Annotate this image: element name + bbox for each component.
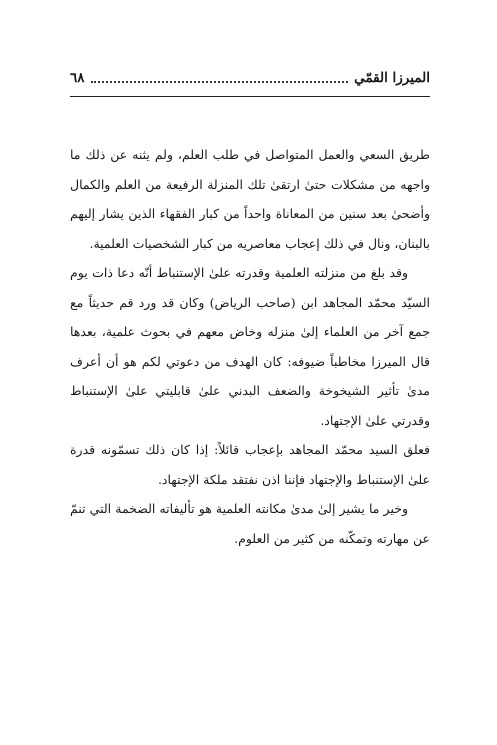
- header-leader-dots: [91, 81, 349, 83]
- header-rule: [70, 96, 430, 97]
- body-text: [70, 140, 430, 553]
- running-header: [70, 64, 430, 88]
- paragraph: وخير ما يشير إلىٰ مدىٰ مكانته العلمية هو تأليفاته الضخمة التي تنمّ عن مهارته وتمكّنه من كثير من العلوم.: [70, 501, 430, 546]
- paragraph: طريق السعي والعمل المتواصل في طلب العلم، ولم يثنه عن ذلك ما واجهه من مشكلات حتىٰ ارتقىٰ تلك المنزلة الرفيعة من العلم والكمال وأضحىٰ بعد سنين من المعاناة واحداً من كبار الفقهاء الذين يشار إليهم بالبنان، ونال في ذلك إعجاب معاصريه من كبار الشخصيات العلمية.: [70, 147, 430, 251]
- paragraph: وقد بلغ من منزلته العلمية وقدرته علىٰ الإستنباط أنّه دعا ذات يوم السيّد محمّد المجاهد ابن (صاحب الرياض) وكان قد ورد قم حديثاً مع جمع آخر من العلماء إلىٰ منزله وخاض معهم في بحوث علمية، بعدها قال الميرزا مخاطباً ضيوفه: كان الهدف من دعوتي لكم هو أن أعرف مدىٰ تأثير الشيخوخة والضعف البدني علىٰ قابليتي علىٰ الإستنباط وقدرتي علىٰ الإجتهاد.: [70, 265, 430, 428]
- paragraph: فعلق السيد محمّد المجاهد بإعجاب قائلاً: إذا كان ذلك تسمّونه قدرة علىٰ الإستنباط والإجتهاد فإننا اذن نفتقد ملكة الإجتهاد.: [70, 442, 430, 487]
- header-title: الميرزا القمّي: [354, 70, 430, 86]
- page-number: ٦٨: [70, 70, 85, 86]
